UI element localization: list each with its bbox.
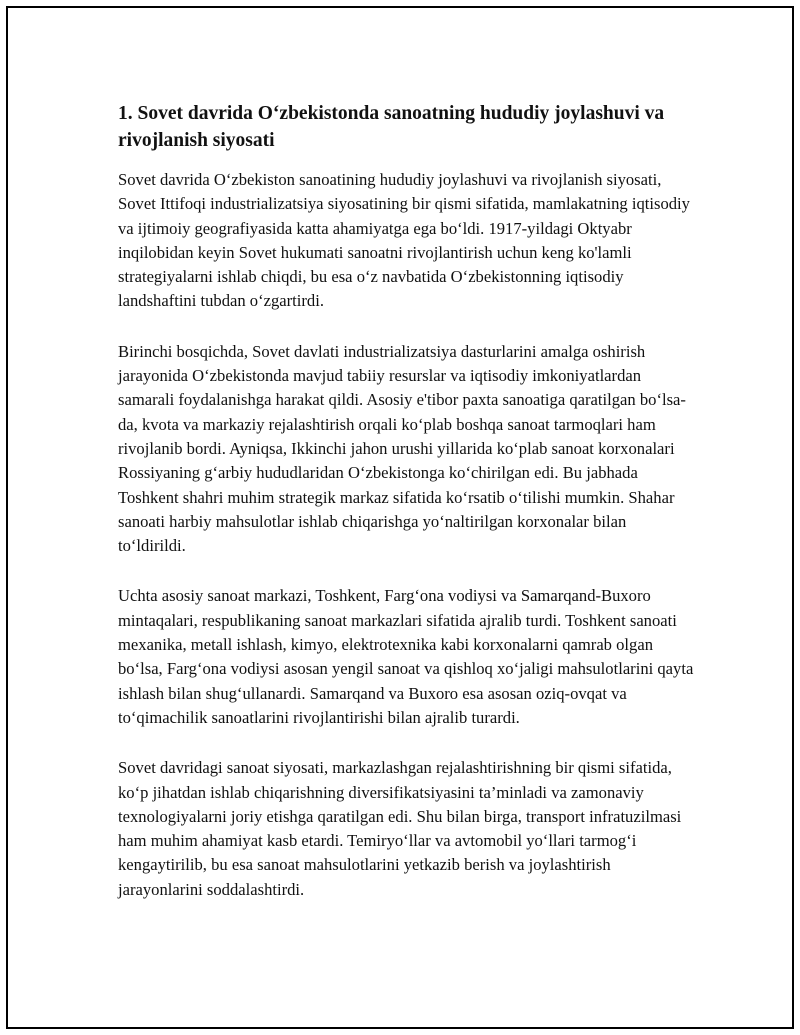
section-heading: 1. Sovet davrida O‘zbekistonda sanoatning hududiy joylashuvi va rivojlanish siyosati xyxy=(118,103,665,151)
paragraph-4: Sovet davridagi sanoat siyosati, markazlashgan rejalashtirishning bir qismi sifatida, ko‘p jihatdan ishlab chiqarishning diversifikatsiyasini ta’minladi va zamonaviy texnologiyalarni joriy etishga qaratilgan edi. Shu bilan birga, transport infratuzilmasi ham muhim ahamiyat kasb etardi. Temiryo‘llar va avtomobil yo‘llari tarmog‘i kengaytirilib, bu esa sanoat mahsulotlarini yetkazib berish va joylashtirish jarayonlarini soddalashtirdi. xyxy=(118,758,682,899)
page-frame xyxy=(6,6,794,1029)
paragraph-2: Birinchi bosqichda, Sovet davlati industrializatsiya dasturlarini amalga oshirish jarayonida O‘zbekistonda mavjud tabiiy resurslar va iqtisodiy imkoniyatlardan samarali foydalanishga harakat qildi. Asosiy e'tibor paxta sanoatiga qaratilgan bo‘lsa-da, kvota va markaziy rejalashtirish orqali ko‘plab boshqa sanoat tarmoqlari ham rivojlanib bordi. Ayniqsa, Ikkinchi jahon urushi yillarida ko‘plab sanoat korxonalari Rossiyaning g‘arbiy hududlaridan O‘zbekistonga ko‘chirilgan edi. Bu jabhada Toshkent shahri muhim strategik markaz sifatida ko‘rsatib o‘tilishi mumkin. Shahar sanoati harbiy mahsulotlar ishlab chiqarishga yo‘naltirilgan korxonalar bilan to‘ldirildi. xyxy=(118,341,686,556)
document-body xyxy=(118,100,698,928)
paragraph-3: Uchta asosiy sanoat markazi, Toshkent, Farg‘ona vodiysi va Samarqand-Buxoro mintaqalari, respublikaning sanoat markazlari sifatida ajralib turdi. Toshkent sanoati mexanika, metall ishlash, kimyo, elektrotexnika kabi korxonalarni qamrab olgan bo‘lsa, Farg‘ona vodiysi asosan yengil sanoat va qishloq xo‘jaligi mahsulotlarini qayta ishlash bilan shug‘ullanardi. Samarqand va Buxoro esa asosan oziq-ovqat va to‘qimachilik sanoatlarini rivojlantirishi bilan ajralib turardi. xyxy=(118,586,694,727)
paragraph-1: Sovet davrida O‘zbekiston sanoatining hududiy joylashuvi va rivojlanish siyosati, Sovet Ittifoqi industrializatsiya siyosatining bir qismi sifatida, mamlakatning iqtisodiy va ijtimoiy geografiyasida katta ahamiyatga ega bo‘ldi. 1917-yildagi Oktyabr inqilobidan keyin Sovet hukumati sanoatni rivojlantirish uchun keng ko'lamli strategiyalarni ishlab chiqdi, bu esa o‘z navbatida O‘zbekistonning iqtisodiy landshaftini tubdan o‘zgartirdi. xyxy=(118,170,690,311)
